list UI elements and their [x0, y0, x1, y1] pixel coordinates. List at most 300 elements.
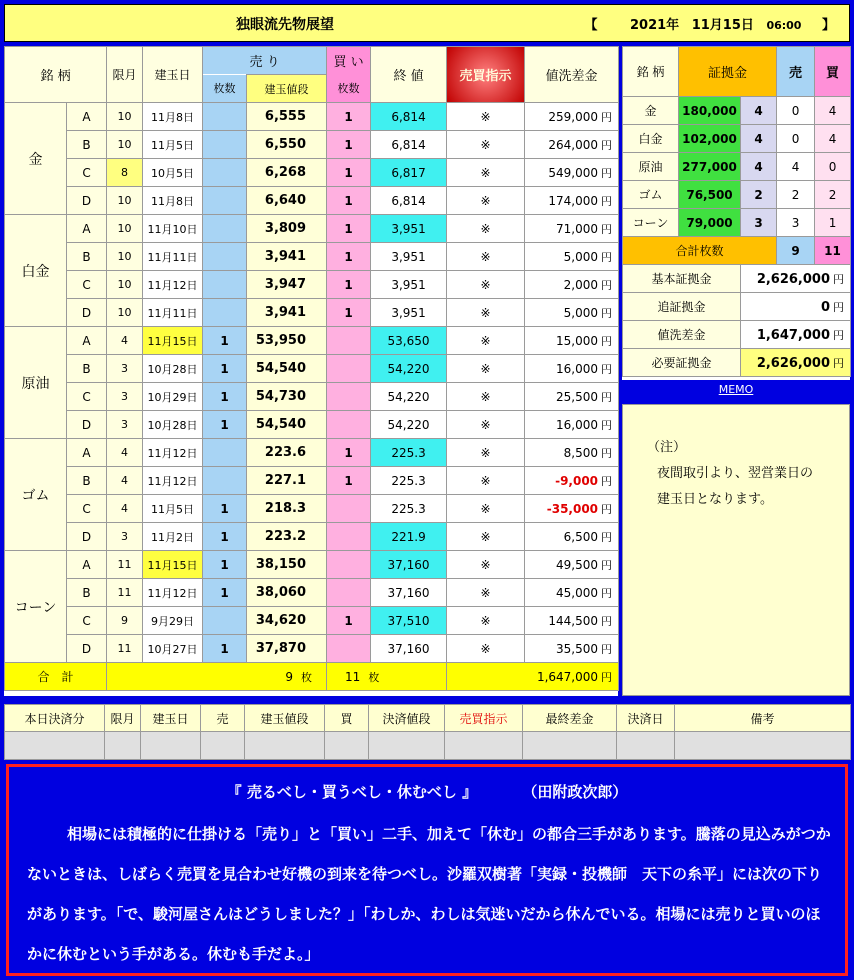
- yen-unit: 円: [601, 362, 613, 376]
- contract-letter: B: [67, 579, 107, 607]
- table-row: [5, 187, 619, 215]
- instruction-mark: ※: [447, 299, 525, 327]
- sell-count: 1: [203, 551, 247, 579]
- contract-month: 11: [107, 551, 143, 579]
- contract-month: 3: [107, 523, 143, 551]
- summary-row: [623, 349, 851, 377]
- contract-month: 11: [107, 635, 143, 663]
- table-row: [5, 411, 619, 439]
- yen-unit: 円: [601, 166, 613, 180]
- valuation-diff: [525, 299, 619, 327]
- instruction-mark: ※: [447, 271, 525, 299]
- table-row: [5, 383, 619, 411]
- contract-letter: B: [67, 467, 107, 495]
- contract-letter: D: [67, 523, 107, 551]
- contract-letter: D: [67, 635, 107, 663]
- valuation-diff: [525, 159, 619, 187]
- summary-label: 追証拠金: [623, 293, 741, 321]
- position-price: 6,550: [247, 131, 327, 159]
- contract-letter: B: [67, 131, 107, 159]
- total-row: [5, 663, 619, 691]
- margin-buy: 1: [815, 209, 851, 237]
- date-time: 06:00: [766, 19, 802, 32]
- buy-count: [327, 579, 371, 607]
- margin-commodity: 白金: [623, 125, 679, 153]
- summary-value: [741, 349, 851, 377]
- close-price: 6,814: [371, 103, 447, 131]
- yen-unit: 円: [601, 474, 613, 488]
- settle-empty-cell: [201, 732, 245, 760]
- quote-title: 『 売るべし・買うべし・休むべし 』: [226, 783, 478, 801]
- col-buy-header: 買 い: [327, 47, 371, 75]
- instruction-mark: ※: [447, 187, 525, 215]
- sell-count: [203, 159, 247, 187]
- position-date: 11月11日: [143, 299, 203, 327]
- diff-value: 8,500: [563, 445, 599, 460]
- total-diff-value: 1,647,000: [536, 669, 599, 684]
- valuation-diff: [525, 327, 619, 355]
- settle-col-header: 決済値段: [369, 705, 445, 732]
- settle-empty-cell: [325, 732, 369, 760]
- contract-month: 10: [107, 187, 143, 215]
- diff-value: 549,000: [548, 165, 599, 180]
- table-row: [5, 215, 619, 243]
- margin-col-meigara: 銘 柄: [623, 47, 679, 97]
- summary-label: 値洗差金: [623, 321, 741, 349]
- positions-panel: [4, 46, 618, 696]
- table-row: [5, 467, 619, 495]
- settlement-table: [4, 704, 851, 760]
- margin-total-buy: 11: [815, 237, 851, 265]
- sell-count: 1: [203, 383, 247, 411]
- position-price: 38,150: [247, 551, 327, 579]
- close-price: 3,951: [371, 215, 447, 243]
- contract-month: 4: [107, 495, 143, 523]
- position-price: 54,540: [247, 411, 327, 439]
- diff-value: 71,000: [556, 221, 599, 236]
- yen-unit: 円: [833, 272, 845, 286]
- position-date: 11月8日: [143, 187, 203, 215]
- table-row: [5, 299, 619, 327]
- margin-total-label: 合計枚数: [623, 237, 777, 265]
- table-row: [5, 607, 619, 635]
- contract-month: 10: [107, 271, 143, 299]
- position-price: 218.3: [247, 495, 327, 523]
- settle-empty-cell: [369, 732, 445, 760]
- position-price: 223.6: [247, 439, 327, 467]
- summary-label: 基本証拠金: [623, 265, 741, 293]
- position-date: 11月12日: [143, 271, 203, 299]
- position-date: 10月28日: [143, 411, 203, 439]
- contract-letter: A: [67, 215, 107, 243]
- buy-count: 1: [327, 215, 371, 243]
- sell-count: 1: [203, 635, 247, 663]
- buy-count: [327, 551, 371, 579]
- yen-unit: 円: [833, 300, 845, 314]
- summary-amount: 2,626,000: [756, 355, 831, 371]
- total-sell-unit: 枚: [301, 670, 313, 684]
- margin-count: 2: [741, 181, 777, 209]
- position-date: 11月12日: [143, 467, 203, 495]
- diff-value: 25,500: [556, 389, 599, 404]
- close-price: 3,951: [371, 243, 447, 271]
- table-row: [5, 271, 619, 299]
- total-buy-unit: 枚: [368, 670, 380, 684]
- valuation-diff: [525, 131, 619, 159]
- margin-amount: 79,000: [679, 209, 741, 237]
- margin-total-row: [623, 237, 851, 265]
- margin-count: 3: [741, 209, 777, 237]
- close-price: 37,510: [371, 607, 447, 635]
- close-price: 6,817: [371, 159, 447, 187]
- sell-count: [203, 187, 247, 215]
- position-price: 227.1: [247, 467, 327, 495]
- total-label: 合 計: [5, 663, 107, 691]
- position-price: 3,947: [247, 271, 327, 299]
- sell-count: 1: [203, 355, 247, 383]
- diff-value: 174,000: [548, 193, 599, 208]
- table-row: [5, 327, 619, 355]
- margin-col-amount: 証拠金: [679, 47, 777, 97]
- settle-empty-cell: [105, 732, 141, 760]
- diff-value: 35,500: [556, 641, 599, 656]
- contract-month: 10: [107, 243, 143, 271]
- buy-count: 1: [327, 299, 371, 327]
- settle-col-header: 売買指示: [445, 705, 523, 732]
- valuation-diff: [525, 355, 619, 383]
- table-row: [5, 523, 619, 551]
- table-row: [5, 439, 619, 467]
- close-price: 54,220: [371, 383, 447, 411]
- yen-unit: 円: [601, 558, 613, 572]
- close-price: 37,160: [371, 579, 447, 607]
- margin-amount: 277,000: [679, 153, 741, 181]
- memo-line: （注）: [647, 440, 687, 455]
- instruction-mark: ※: [447, 159, 525, 187]
- settle-col-header: 決済日: [617, 705, 675, 732]
- memo-line: 建玉日となります。: [657, 492, 773, 507]
- position-price: 37,870: [247, 635, 327, 663]
- buy-count: 1: [327, 607, 371, 635]
- summary-amount: 2,626,000: [756, 271, 831, 287]
- buy-count: [327, 327, 371, 355]
- memo-line: 夜間取引より、翌営業日の: [657, 466, 814, 481]
- positions-table: [4, 46, 619, 691]
- sell-count: 1: [203, 495, 247, 523]
- position-price: 3,809: [247, 215, 327, 243]
- table-row: [5, 103, 619, 131]
- buy-count: 1: [327, 243, 371, 271]
- buy-count: [327, 355, 371, 383]
- instruction-mark: ※: [447, 607, 525, 635]
- margin-total-sell: 9: [777, 237, 815, 265]
- position-price: 3,941: [247, 299, 327, 327]
- position-price: 53,950: [247, 327, 327, 355]
- commodity-name: 原油: [5, 327, 67, 439]
- instruction-mark: ※: [447, 523, 525, 551]
- settle-empty-cell: [445, 732, 523, 760]
- sell-count: [203, 299, 247, 327]
- margin-sell: 4: [777, 153, 815, 181]
- total-sell-count: 9: [285, 669, 294, 684]
- margin-col-buy: 買: [815, 47, 851, 97]
- position-date: 11月12日: [143, 579, 203, 607]
- margin-buy: 2: [815, 181, 851, 209]
- margin-commodity: 金: [623, 97, 679, 125]
- yen-unit: 円: [601, 250, 613, 264]
- yen-unit: 円: [601, 418, 613, 432]
- margin-row: [623, 181, 851, 209]
- close-price: 225.3: [371, 439, 447, 467]
- valuation-diff: [525, 243, 619, 271]
- col-sell-count-header: 枚数: [203, 75, 247, 103]
- yen-unit: 円: [601, 614, 613, 628]
- position-date: 11月8日: [143, 103, 203, 131]
- sell-count: [203, 271, 247, 299]
- settle-col-header: 最終差金: [523, 705, 617, 732]
- memo-header: [622, 382, 850, 402]
- buy-count: [327, 411, 371, 439]
- contract-month: 10: [107, 299, 143, 327]
- col-meigara-header: 銘 柄: [5, 47, 107, 103]
- close-price: 3,951: [371, 271, 447, 299]
- memo-title[interactable]: MEMO: [718, 383, 754, 396]
- col-sell-header: 売 り: [203, 47, 327, 75]
- close-price: 221.9: [371, 523, 447, 551]
- col-date-header: 建玉日: [143, 47, 203, 103]
- contract-letter: A: [67, 439, 107, 467]
- instruction-mark: ※: [447, 215, 525, 243]
- buy-count: 1: [327, 131, 371, 159]
- yen-unit: 円: [833, 356, 845, 370]
- contract-month: 3: [107, 355, 143, 383]
- valuation-diff: [525, 215, 619, 243]
- position-price: 6,268: [247, 159, 327, 187]
- margin-count: 4: [741, 97, 777, 125]
- valuation-diff: [525, 495, 619, 523]
- col-close-header: 終 値: [371, 47, 447, 103]
- valuation-diff: [525, 411, 619, 439]
- col-diff-header: 値洗差金: [525, 47, 619, 103]
- close-price: 54,220: [371, 411, 447, 439]
- yen-unit: 円: [601, 446, 613, 460]
- diff-value: 45,000: [556, 585, 599, 600]
- instruction-mark: ※: [447, 551, 525, 579]
- margin-buy: 4: [815, 97, 851, 125]
- instruction-mark: ※: [447, 411, 525, 439]
- margin-commodity: ゴム: [623, 181, 679, 209]
- summary-label: 必要証拠金: [623, 349, 741, 377]
- instruction-mark: ※: [447, 439, 525, 467]
- settle-col-header: 建玉日: [141, 705, 201, 732]
- margin-count: 4: [741, 125, 777, 153]
- sell-count: [203, 243, 247, 271]
- instruction-mark: ※: [447, 579, 525, 607]
- settle-empty-cell: [141, 732, 201, 760]
- summary-row: [623, 321, 851, 349]
- settle-empty-cell: [245, 732, 325, 760]
- contract-month: 4: [107, 439, 143, 467]
- margin-amount: 76,500: [679, 181, 741, 209]
- margin-sell: 0: [777, 125, 815, 153]
- header-date: [580, 14, 839, 33]
- sell-count: 1: [203, 411, 247, 439]
- contract-letter: D: [67, 187, 107, 215]
- contract-month: 10: [107, 215, 143, 243]
- yen-unit: 円: [601, 502, 613, 516]
- contract-month: 9: [107, 607, 143, 635]
- settle-col-header: 買: [325, 705, 369, 732]
- position-date: 11月5日: [143, 495, 203, 523]
- position-price: 3,941: [247, 243, 327, 271]
- diff-value: 5,000: [563, 305, 599, 320]
- summary-amount: 0: [820, 299, 831, 315]
- summary-value: [741, 293, 851, 321]
- close-price: 37,160: [371, 551, 447, 579]
- valuation-diff: [525, 635, 619, 663]
- summary-value: [741, 321, 851, 349]
- instruction-mark: ※: [447, 327, 525, 355]
- margin-commodity: コーン: [623, 209, 679, 237]
- yen-unit: 円: [601, 530, 613, 544]
- contract-letter: C: [67, 495, 107, 523]
- yen-unit: 円: [601, 306, 613, 320]
- margin-sell: 3: [777, 209, 815, 237]
- yen-unit: 円: [601, 670, 613, 684]
- quote-body: 相場には積極的に仕掛ける「売り」と「買い」二手、加えて「休む」の都合三手があります。騰落の見込みがつかないときは、しばらく売買を見合わせ好機の到来を待つべし。沙羅双樹著「実録・投機師 天下の糸平」には次の下りがあります。「で、駿河屋さんはどうしました？」「わしか、わしは気迷いだから休んでいる。相場には売りと買いのほかに休むという手がある。休むも手だよ。」: [27, 825, 831, 963]
- valuation-diff: [525, 607, 619, 635]
- sell-count: [203, 131, 247, 159]
- contract-letter: C: [67, 607, 107, 635]
- diff-value: 264,000: [548, 137, 599, 152]
- margin-sell: 2: [777, 181, 815, 209]
- commodity-name: 金: [5, 103, 67, 215]
- valuation-diff: [525, 579, 619, 607]
- total-buy: [327, 663, 447, 691]
- commodity-name: 白金: [5, 215, 67, 327]
- position-date: 11月2日: [143, 523, 203, 551]
- contract-month: 3: [107, 383, 143, 411]
- close-price: 225.3: [371, 495, 447, 523]
- margin-amount: 180,000: [679, 97, 741, 125]
- buy-count: 1: [327, 439, 371, 467]
- contract-letter: D: [67, 299, 107, 327]
- table-row: [5, 243, 619, 271]
- settle-col-header: 備考: [675, 705, 851, 732]
- contract-letter: C: [67, 383, 107, 411]
- yen-unit: 円: [833, 328, 845, 342]
- contract-month: 8: [107, 159, 143, 187]
- table-row: [5, 131, 619, 159]
- instruction-mark: ※: [447, 383, 525, 411]
- position-date: 11月11日: [143, 243, 203, 271]
- close-price: 54,220: [371, 355, 447, 383]
- position-price: 54,730: [247, 383, 327, 411]
- yen-unit: 円: [601, 138, 613, 152]
- diff-value: 5,000: [563, 249, 599, 264]
- buy-count: 1: [327, 467, 371, 495]
- valuation-diff: [525, 523, 619, 551]
- contract-month: 11: [107, 579, 143, 607]
- margin-buy: 4: [815, 125, 851, 153]
- commodity-name: コーン: [5, 551, 67, 663]
- table-row: [5, 495, 619, 523]
- valuation-diff: [525, 271, 619, 299]
- position-price: 34,620: [247, 607, 327, 635]
- summary-row: [623, 265, 851, 293]
- margin-row: [623, 125, 851, 153]
- table-row: [5, 579, 619, 607]
- summary-amount: 1,647,000: [756, 327, 831, 343]
- col-price-header: 建玉値段: [247, 75, 327, 103]
- contract-letter: A: [67, 103, 107, 131]
- valuation-diff: [525, 383, 619, 411]
- position-price: 54,540: [247, 355, 327, 383]
- instruction-mark: ※: [447, 103, 525, 131]
- sell-count: 1: [203, 327, 247, 355]
- instruction-mark: ※: [447, 635, 525, 663]
- margin-col-sell: 売: [777, 47, 815, 97]
- buy-count: [327, 495, 371, 523]
- instruction-mark: ※: [447, 243, 525, 271]
- contract-letter: A: [67, 551, 107, 579]
- summary-row: [623, 293, 851, 321]
- diff-value: 144,500: [548, 613, 599, 628]
- position-date: 11月5日: [143, 131, 203, 159]
- close-price: 225.3: [371, 467, 447, 495]
- instruction-mark: ※: [447, 355, 525, 383]
- sell-count: 1: [203, 523, 247, 551]
- position-price: 223.2: [247, 523, 327, 551]
- close-price: 3,951: [371, 299, 447, 327]
- instruction-mark: ※: [447, 467, 525, 495]
- position-price: 38,060: [247, 579, 327, 607]
- valuation-diff: [525, 103, 619, 131]
- page-title: 独眼流先物展望: [236, 17, 334, 33]
- contract-month: 4: [107, 327, 143, 355]
- close-price: 6,814: [371, 131, 447, 159]
- settlement-panel: [4, 704, 850, 760]
- table-row: [5, 635, 619, 663]
- margin-count: 4: [741, 153, 777, 181]
- diff-value: 6,500: [563, 529, 599, 544]
- margin-panel: [622, 46, 850, 380]
- bracket-close: 】: [821, 18, 835, 33]
- col-month-header: 限月: [107, 47, 143, 103]
- diff-value: 16,000: [556, 417, 599, 432]
- quote-author: （田附政次郎）: [522, 783, 628, 801]
- buy-count: 1: [327, 271, 371, 299]
- quote-box: [6, 764, 848, 976]
- position-date: 10月5日: [143, 159, 203, 187]
- settle-col-header: 売: [201, 705, 245, 732]
- yen-unit: 円: [601, 642, 613, 656]
- sell-count: [203, 439, 247, 467]
- contract-letter: C: [67, 159, 107, 187]
- valuation-diff: [525, 187, 619, 215]
- contract-letter: A: [67, 327, 107, 355]
- contract-letter: B: [67, 355, 107, 383]
- total-buy-count: 11: [345, 669, 361, 684]
- bracket-open: 【: [584, 18, 598, 33]
- col-buy-count-header: 枚数: [327, 75, 371, 103]
- yen-unit: 円: [601, 222, 613, 236]
- table-row: [5, 551, 619, 579]
- settle-col-header: 本日決済分: [5, 705, 105, 732]
- sell-count: [203, 467, 247, 495]
- contract-letter: D: [67, 411, 107, 439]
- margin-amount: 102,000: [679, 125, 741, 153]
